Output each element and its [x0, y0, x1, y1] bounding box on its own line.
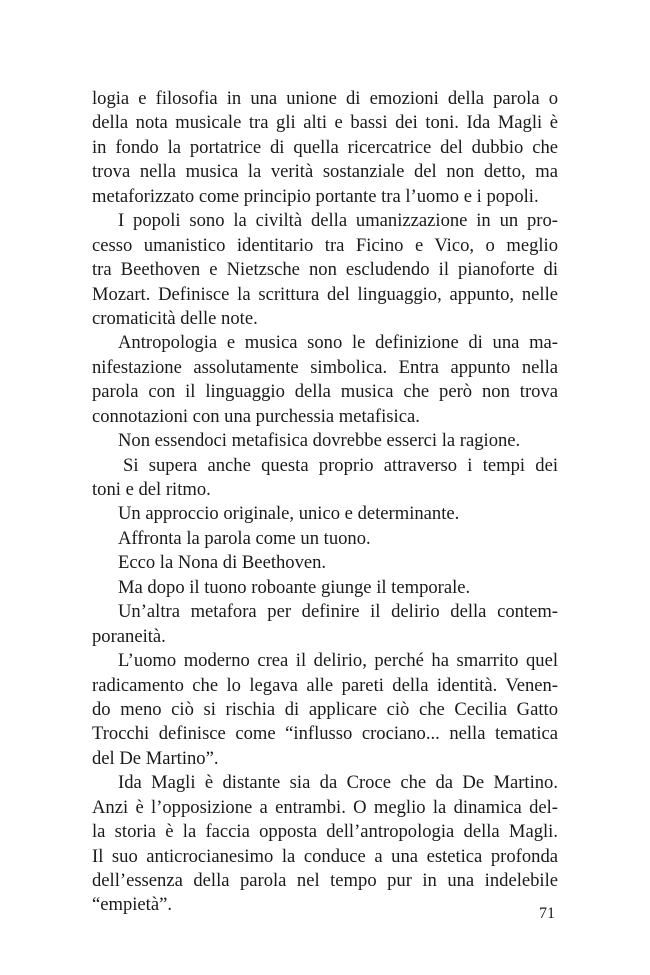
- text-line: do meno ciò si rischia di applicare ciò che Cecilia Gatto: [92, 698, 558, 720]
- text-line: I popoli sono la civiltà della umanizzazione in un pro-: [118, 210, 558, 232]
- text-line: radicamento che lo legava alle pareti della identità. Venen-: [92, 674, 558, 696]
- text-line: Un approccio originale, unico e determinante.: [118, 503, 460, 525]
- text-line: Un’altra metafora per definire il delirio della contem-: [118, 601, 558, 623]
- body-text: [92, 87, 558, 918]
- text-line: dell’essenza della parola nel tempo pur in una indelebile: [92, 870, 558, 891]
- page-number: 71: [539, 905, 555, 922]
- text-line: metaforizzato come principio portante tra l’uomo e i popoli.: [92, 185, 539, 207]
- text-line: connotazioni con una purchessia metafisica.: [92, 405, 420, 427]
- text-line: in fondo la portatrice di quella ricercatrice del dubbio che: [92, 136, 558, 158]
- text-line: toni e del ritmo.: [92, 479, 211, 500]
- text-line: poraneità.: [92, 625, 166, 647]
- text-line: cromaticità delle note.: [92, 307, 258, 329]
- text-line: Ida Magli è distante sia da Croce che da De Martino.: [118, 772, 558, 794]
- text-line: cesso umanistico identitario tra Ficino e Vico, o meglio: [92, 234, 558, 256]
- text-line: Si supera anche questa proprio attraverso i tempi dei: [123, 454, 558, 476]
- text-line: Anzi è l’opposizione a entrambi. O meglio la dinamica del-: [92, 796, 558, 818]
- text-line: logia e filosofia in una unione di emozioni della parola o: [92, 88, 558, 109]
- text-line: la storia è la faccia opposta dell’antropologia della Magli.: [92, 821, 558, 843]
- text-line: Ma dopo il tuono roboante giunge il temporale.: [118, 576, 471, 598]
- text-line: Affronta la parola come un tuono.: [118, 527, 371, 549]
- text-line: Non essendoci metafisica dovrebbe esserci la ragione.: [118, 430, 521, 452]
- text-line: Trocchi definisce come “influsso crociano... nella tematica: [92, 723, 558, 745]
- text-line: Il suo anticrocianesimo la conduce a una estetica profonda: [92, 845, 558, 867]
- text-line: Ecco la Nona di Beethoven.: [118, 552, 327, 574]
- text-line: nifestazione assolutamente simbolica. Entra appunto nella: [92, 356, 558, 378]
- text-line: del De Martino”.: [92, 747, 219, 769]
- text-line: “empietà”.: [92, 894, 173, 916]
- text-line: parola con il linguaggio della musica che però non trova: [92, 381, 558, 403]
- text-line: Mozart. Definisce la scrittura del linguaggio, appunto, nelle: [92, 283, 558, 305]
- text-line: della nota musicale tra gli alti e bassi dei toni. Ida Magli è: [92, 112, 558, 134]
- text-line: trova nella musica la verità sostanziale del non detto, ma: [92, 161, 558, 183]
- text-line: tra Beethoven e Nietzsche non escludendo il pianoforte di: [92, 259, 558, 281]
- text-line: L’uomo moderno crea il delirio, perché ha smarrito quel: [118, 650, 558, 672]
- text-line: Antropologia e musica sono le definizione di una ma-: [118, 332, 558, 354]
